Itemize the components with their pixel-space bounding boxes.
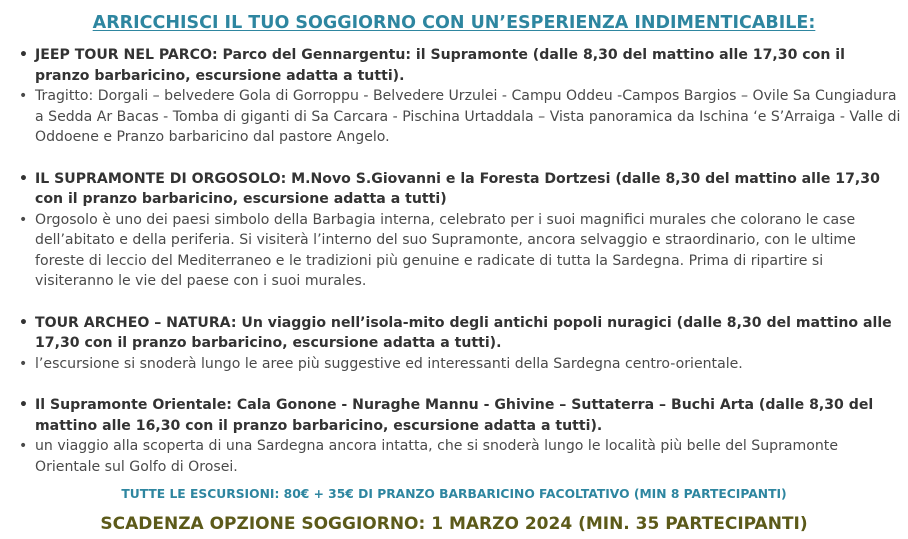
page-heading: ARRICCHISCI IL TUO SOGGIORNO CON UN’ESPERIENZA INDIMENTICABILE: bbox=[92, 13, 816, 33]
tour-title: • TOUR ARCHEO – NATURA: Un viaggio nell’isola-mito degli antichi popoli nuragici (dalle 8,30 del mattino alle 17,30 con il pranzo barbaricino, escursione adatta a tutti). bbox=[14, 313, 902, 354]
tour-description: • un viaggio alla scoperta di una Sardegna ancora intatta, che si snoderà lungo le località più belle del Supramonte Orientale sul Golfo di Orosei. bbox=[14, 436, 902, 477]
pricing-note: TUTTE LE ESCURSIONI: 80€ + 35€ DI PRANZO BARBARICINO FACOLTATIVO (MIN 8 PARTECIPANTI) bbox=[121, 487, 787, 501]
deadline-note: SCADENZA OPZIONE SOGGIORNO: 1 MARZO 2024 (MIN. 35 PARTECIPANTI) bbox=[100, 514, 808, 534]
tour-title: • Il Supramonte Orientale: Cala Gonone - Nuraghe Mannu - Ghivine – Suttaterra – Buchi Arta (dalle 8,30 del mattino alle 16,30 con il pranzo barbaricino, escursione adatta a tutti). bbox=[14, 395, 902, 436]
tour-description: • l’escursione si snoderà lungo le aree più suggestive ed interessanti della Sardegna centro-orientale. bbox=[14, 354, 902, 375]
tour-description: • Tragitto: Dorgali – belvedere Gola di Gorroppu - Belvedere Urzulei - Campu Oddeu -Campos Bargios – Ovile Sa Cungiadura a Sedda Ar Bacas - Tomba di giganti di Sa Carcara - Pischina Urtaddala – Vista panoramica da Ischina ‘e S’Arraiga - Valle di Oddoene e Pranzo barbaricino dal pastore Angelo. bbox=[14, 86, 902, 148]
tour-description: • Orgosolo è uno dei paesi simbolo della Barbagia interna, celebrato per i suoi magnifici murales che colorano le case dell’abitato e della periferia. Si visiterà l’interno del suo Supramonte, ancora selvaggio e straordinario, con le ultime foreste di leccio del Mediterraneo e le tradizioni più genuine e radicate di tutta la Sardegna. Prima di ripartire si visiteranno le vie del paese con i suoi murales. bbox=[14, 210, 902, 292]
tour-list bbox=[14, 45, 902, 477]
tour-title: • IL SUPRAMONTE DI ORGOSOLO: M.Novo S.Giovanni e la Foresta Dortzesi (dalle 8,30 del mattino alle 17,30 con il pranzo barbaricino, escursione adatta a tutti) bbox=[14, 169, 902, 210]
tour-item-archeo-natura bbox=[14, 313, 902, 375]
tour-title: • JEEP TOUR NEL PARCO: Parco del Gennargentu: il Supramonte (dalle 8,30 del mattino alle 17,30 con il pranzo barbaricino, escursione adatta a tutti). bbox=[14, 45, 902, 86]
tour-item-jeep bbox=[14, 45, 902, 148]
tour-item-orgosolo bbox=[14, 169, 902, 292]
tour-item-supramonte-orientale bbox=[14, 395, 902, 477]
